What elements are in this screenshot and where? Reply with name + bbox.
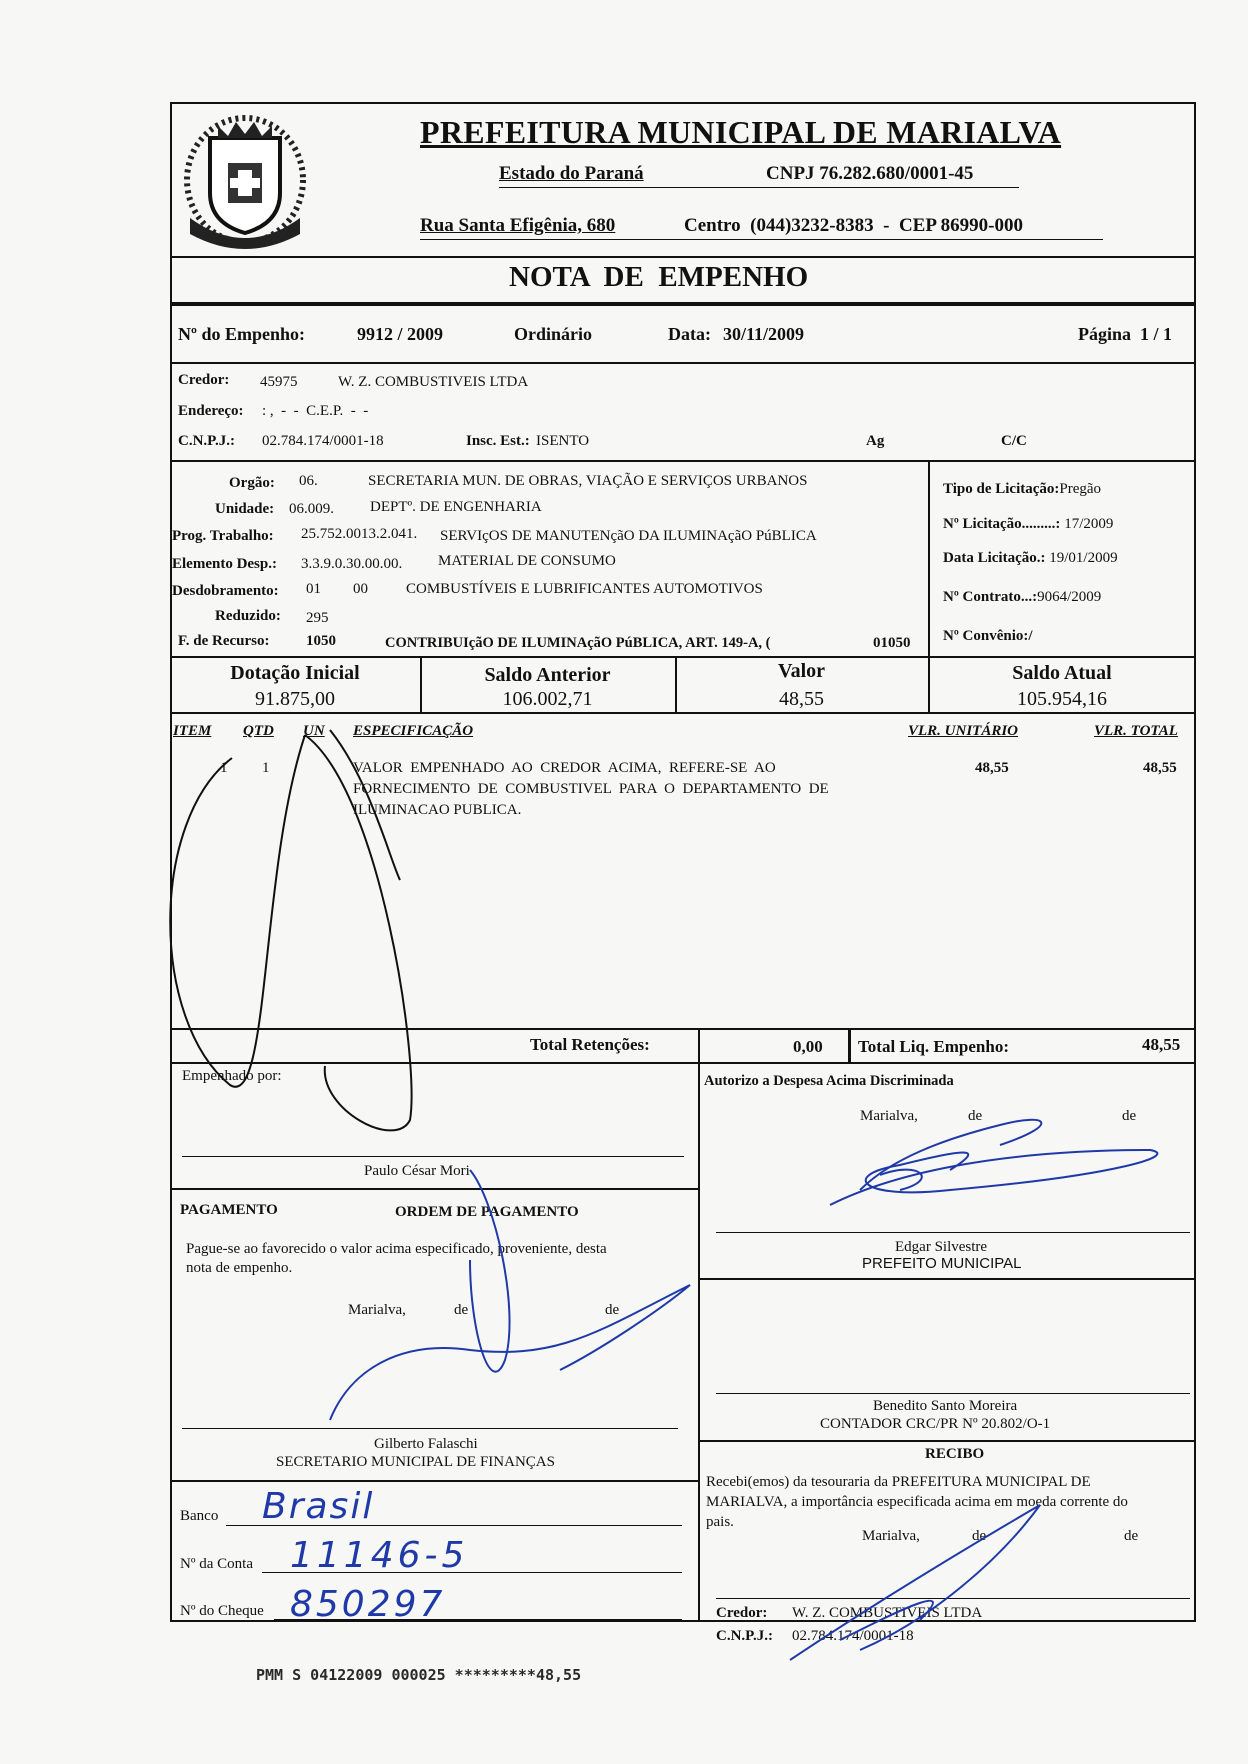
col-un: UN [303, 723, 325, 739]
orgao-label: Orgão: [229, 475, 275, 491]
saldo-anterior-label: Saldo Anterior [484, 664, 611, 686]
credor-cnpj: 02.784.174/0001-18 [262, 433, 384, 449]
credor-cnpj-label: C.N.P.J.: [178, 433, 235, 449]
liq-empenho-value: 48,55 [1142, 1035, 1181, 1054]
orgao-code: 06. [299, 473, 318, 489]
pagamento-de: de [605, 1302, 620, 1318]
pagamento-text: Pague-se ao favorecido o valor acima especificado, proveniente, desta [186, 1241, 607, 1257]
empenho-number: 9912 / 2009 [357, 324, 444, 344]
convenio: Nº Convênio:/ [943, 628, 1033, 644]
address-field-label: Endereço: [178, 403, 244, 419]
unidade-name: DEPTº. DE ENGENHARIA [370, 499, 542, 515]
recibo-cnpj: 02.784.174/0001-18 [792, 1628, 914, 1644]
retencoes-value: 0,00 [793, 1037, 823, 1056]
recurso-label: F. de Recurso: [178, 633, 270, 649]
banco-label: Banco [180, 1508, 219, 1524]
item-spec-line: ILUMINACAO PUBLICA. [353, 802, 522, 818]
dotacao-inicial-value: 91.875,00 [255, 688, 335, 710]
coat-of-arms-icon [180, 108, 310, 253]
conta-label: Nº da Conta [180, 1556, 253, 1572]
licitacao-tipo: Tipo de Licitação:Pregão [943, 481, 1102, 497]
desdobramento-code1: 01 [306, 581, 321, 597]
pagamento-title: PAGAMENTO [180, 1202, 278, 1218]
item-spec-line: FORNECIMENTO DE COMBUSTIVEL PARA O DEPARTAMENTO DE [353, 781, 829, 797]
valor-label: Valor [777, 660, 826, 682]
insc-label: Insc. Est.: [466, 433, 530, 449]
prog-name: SERVIçOS DE MANUTENçãO DA ILUMINAçãO PúBLICA [440, 528, 817, 544]
page-label: Página [1078, 324, 1132, 344]
recibo-text: pais. [706, 1514, 734, 1530]
empenho-date: 30/11/2009 [723, 324, 805, 344]
autorizo-de: de [1122, 1108, 1137, 1124]
recibo-place: Marialva, [862, 1528, 920, 1544]
recurso-name: CONTRIBUIçãO DE ILUMINAçãO PúBLICA, ART. 149-A, ( [385, 635, 771, 651]
saldo-atual-value: 105.954,16 [1017, 688, 1107, 710]
desdobramento-label: Desdobramento: [172, 583, 279, 599]
empenho-type: Ordinário [514, 324, 593, 344]
recibo-credor: W. Z. COMBUSTIVEIS LTDA [792, 1605, 983, 1621]
licitacao-data: Data Licitação.: 19/01/2009 [943, 550, 1118, 566]
valor-value: 48,55 [779, 688, 824, 710]
address-field: : , - - C.E.P. - - [262, 403, 369, 419]
recurso-code: 1050 [306, 633, 336, 649]
street-label: Rua Santa Efigênia, 680 [420, 215, 616, 236]
secretario-role: SECRETARIO MUNICIPAL DE FINANÇAS [276, 1454, 555, 1470]
cheque-value: 850297 [290, 1584, 446, 1625]
recibo-title: RECIBO [925, 1446, 985, 1462]
col-spec: ESPECIFICAÇÃO [353, 723, 474, 739]
insc-value: ISENTO [536, 433, 590, 449]
pagamento-text: nota de empenho. [186, 1260, 293, 1276]
prefeito-role: PREFEITO MUNICIPAL [862, 1255, 1022, 1272]
saldo-atual-label: Saldo Atual [1012, 662, 1112, 684]
credor-code: 45975 [260, 374, 298, 390]
item-unit-price: 48,55 [975, 760, 1009, 776]
ag-label: Ag [866, 433, 885, 449]
col-total: VLR. TOTAL [1094, 723, 1178, 739]
item-spec-line: VALOR EMPENHADO AO CREDOR ACIMA, REFERE-SE AO [353, 760, 776, 776]
prog-label: Prog. Trabalho: [172, 528, 274, 544]
empenho-date-label: Data: [668, 324, 711, 344]
autorizo-title: Autorizo a Despesa Acima Discriminada [704, 1073, 954, 1089]
col-unit-price: VLR. UNITÁRIO [908, 723, 1019, 739]
licitacao-numero: Nº Licitação.........: 17/2009 [943, 516, 1114, 532]
recurso-code2: 01050 [873, 635, 911, 651]
secretario-name: Gilberto Falaschi [374, 1436, 478, 1452]
empenho-number-label: Nº do Empenho: [178, 324, 305, 344]
autorizo-de: de [968, 1108, 983, 1124]
recibo-text: MARIALVA, a importância especificada acima em moeda corrente do [706, 1494, 1128, 1510]
elemento-code: 3.3.9.0.30.00.00. [301, 556, 403, 572]
item-number: 1 [220, 760, 228, 776]
recibo-credor-label: Credor: [716, 1605, 768, 1621]
dotacao-inicial-label: Dotação Inicial [230, 662, 360, 684]
prefeito-name: Edgar Silvestre [895, 1239, 988, 1255]
contador-role: CONTADOR CRC/PR Nº 20.802/O-1 [820, 1416, 1051, 1432]
reduzido-value: 295 [306, 610, 329, 626]
cheque-label: Nº do Cheque [180, 1603, 264, 1619]
credor-name: W. Z. COMBUSTIVEIS LTDA [338, 374, 529, 390]
recibo-text: Recebi(emos) da tesouraria da PREFEITURA MUNICIPAL DE [706, 1474, 1091, 1490]
contrato: Nº Contrato...:9064/2009 [943, 589, 1102, 605]
saldo-anterior-value: 106.002,71 [502, 688, 593, 710]
item-total: 48,55 [1143, 760, 1177, 776]
orgao-name: SECRETARIA MUN. DE OBRAS, VIAÇÃO E SERVIÇOS URBANOS [368, 473, 808, 489]
pagamento-place: Marialva, [348, 1302, 406, 1318]
autorizo-place: Marialva, [860, 1108, 918, 1124]
recibo-de: de [1124, 1528, 1139, 1544]
empenhado-name: Paulo César Mori [364, 1163, 470, 1179]
empenhado-label: Empenhado por: [182, 1068, 282, 1084]
payment-stamp: PMM S 04122009 000025 *********48,55 [256, 1666, 582, 1684]
desdobramento-name: COMBUSTÍVEIS E LUBRIFICANTES AUTOMOTIVOS [406, 581, 763, 597]
page-number: 1 / 1 [1140, 324, 1173, 344]
pagamento-de: de [454, 1302, 469, 1318]
col-item: ITEM [173, 723, 212, 739]
unidade-code: 06.009. [289, 501, 334, 517]
prog-code: 25.752.0013.2.041. [301, 526, 418, 542]
elemento-name: MATERIAL DE CONSUMO [438, 553, 616, 569]
contador-name: Benedito Santo Moreira [873, 1398, 1018, 1414]
item-qtd: 1 [262, 760, 270, 776]
address-label: Centro (044)3232-8383 - CEP 86990-000 [684, 215, 1023, 236]
reduzido-label: Reduzido: [215, 608, 281, 624]
recibo-cnpj-label: C.N.P.J.: [716, 1628, 773, 1644]
retencoes-label: Total Retenções: [530, 1035, 650, 1054]
state-label: Estado do Paraná [499, 163, 644, 184]
col-qtd: QTD [243, 723, 274, 739]
cc-label: C/C [1001, 433, 1027, 449]
document-title: NOTA DE EMPENHO [509, 261, 809, 293]
desdobramento-code2: 00 [353, 581, 368, 597]
elemento-label: Elemento Desp.: [172, 556, 277, 572]
cnpj-label: CNPJ 76.282.680/0001-45 [766, 163, 974, 184]
banco-value: Brasil [262, 1486, 375, 1527]
page-title: PREFEITURA MUNICIPAL DE MARIALVA [420, 114, 1062, 150]
unidade-label: Unidade: [215, 501, 275, 517]
conta-value: 11146-5 [290, 1535, 469, 1576]
credor-label: Credor: [178, 372, 230, 388]
recibo-de: de [972, 1528, 987, 1544]
ordem-pagamento-title: ORDEM DE PAGAMENTO [395, 1204, 579, 1220]
liq-empenho-label: Total Liq. Empenho: [858, 1037, 1009, 1056]
